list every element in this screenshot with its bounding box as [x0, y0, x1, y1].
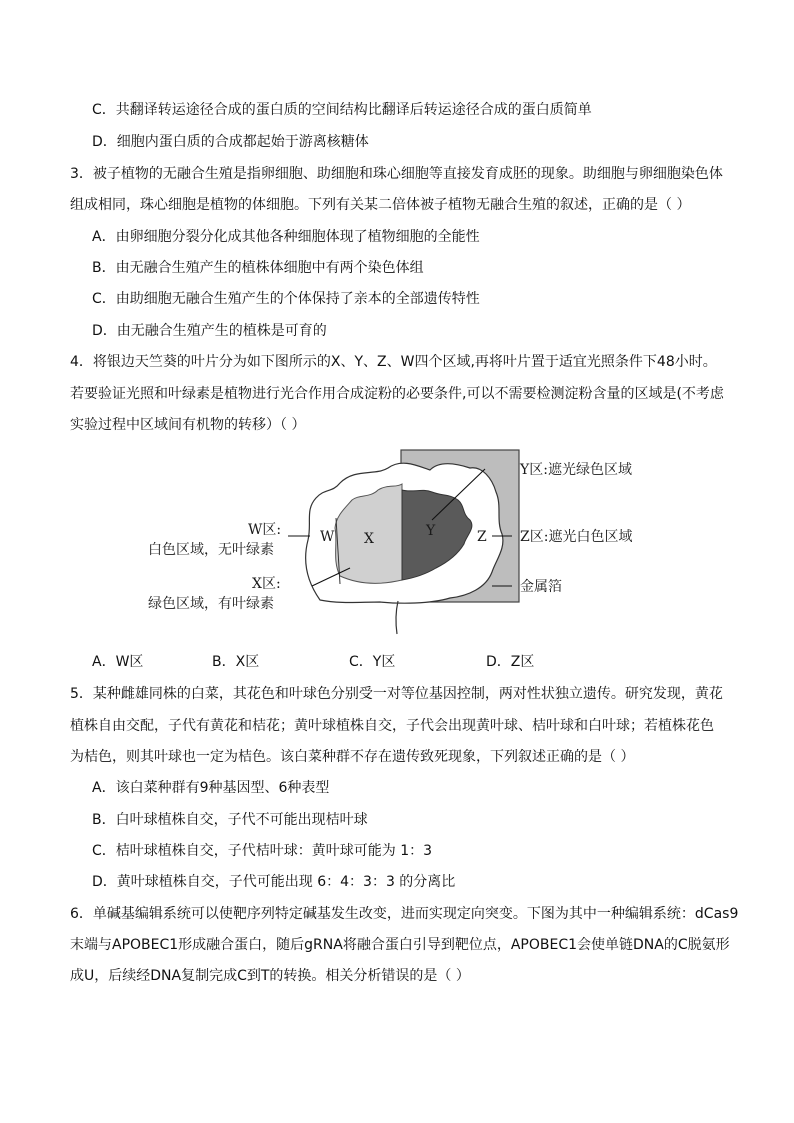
q5-option-d: D．黄叶球植株自交，子代可能出现 6：4：3：3 的分离比: [92, 874, 456, 890]
q4-stem-line2: 若要验证光照和叶绿素是植物进行光合作用合成淀粉的必要条件,可以不需要检测淀粉含量的区域是(不考虑: [70, 386, 724, 402]
label-w-title: W区:: [248, 522, 282, 538]
letter-x: X: [364, 531, 374, 547]
q4-option-d: D．Z区: [486, 654, 535, 670]
q5-stem-line3: 为桔色，则其叶球也一定为桔色。该白菜种群不存在遗传致死现象，下列叙述正确的是（ ）: [70, 749, 635, 765]
q3-option-a: A．由卵细胞分裂分化成其他各种细胞体现了植物细胞的全能性: [92, 229, 480, 245]
q2-option-c: C．共翻译转运途径合成的蛋白质的空间结构比翻译后转运途径合成的蛋白质简单: [92, 102, 592, 118]
q3-stem-line2: 组成相同，珠心细胞是植物的体细胞。下列有关某二倍体被子植物无融合生殖的叙述，正确的是（ ）: [70, 197, 691, 213]
q5-option-c: C．桔叶球植株自交，子代桔叶球：黄叶球可能为 1：3: [92, 843, 433, 859]
q3-option-c: C．由助细胞无融合生殖产生的个体保持了亲本的全部遗传特性: [92, 291, 480, 307]
q6-stem-line1: 6．单碱基编辑系统可以使靶序列特定碱基发生改变，进而实现定向突变。下图为其中一种编辑系统：dCas9: [70, 906, 739, 922]
q5-stem-line2: 植株自由交配，子代有黄花和桔花；黄叶球植株自交，子代会出现黄叶球、桔叶球和白叶球；若植株花色: [70, 718, 714, 734]
q2-option-d: D．细胞内蛋白质的合成都起始于游离核糖体: [92, 134, 369, 150]
q5-option-a: A．该白菜种群有9种基因型、6种表型: [92, 780, 330, 796]
label-z: Z区:遮光白色区域: [520, 529, 633, 545]
q5-stem-line1: 5．某种雌雄同株的白菜，其花色和叶球色分别受一对等位基因控制，两对性状独立遗传。研究发现，黄花: [70, 686, 723, 702]
q5-option-b: B．白叶球植株自交，子代不可能出现桔叶球: [92, 812, 368, 828]
q4-stem-line1: 4．将银边天竺葵的叶片分为如下图所示的X、Y、Z、W四个区域,再将叶片置于适宜光照条件下48小时。: [70, 354, 717, 370]
q6-stem-line2: 末端与APOBEC1形成融合蛋白，随后gRNA将融合蛋白引导到靶位点，APOBEC1会使单链DNA的C脱氨形: [70, 937, 730, 953]
q6-stem-line3: 成U，后续经DNA复制完成C到T的转换。相关分析错误的是（ ）: [70, 968, 470, 984]
label-x-title: X区:: [252, 576, 281, 592]
q4-stem-line3: 实验过程中区域间有机物的转移）（ ）: [70, 417, 306, 433]
leaf-stem: [396, 601, 398, 634]
label-foil: 金属箔: [520, 579, 562, 595]
label-x-desc: 绿色区域，有叶绿素: [148, 596, 274, 612]
leaf-diagram: [140, 448, 660, 638]
q4-option-b: B．X区: [212, 654, 260, 670]
letter-z: Z: [477, 529, 487, 545]
label-y: Y区:遮光绿色区域: [520, 462, 632, 478]
letter-y: Y: [426, 523, 436, 539]
q3-option-b: B．由无融合生殖产生的植株体细胞中有两个染色体组: [92, 260, 424, 276]
label-w-desc: 白色区域，无叶绿素: [148, 542, 274, 558]
q4-option-c: C．Y区: [349, 654, 396, 670]
q3-stem-line1: 3．被子植物的无融合生殖是指卵细胞、助细胞和珠心细胞等直接发育成胚的现象。助细胞与卵细胞染色体: [70, 166, 723, 182]
letter-w: W: [320, 529, 335, 545]
q3-option-d: D．由无融合生殖产生的植株是可育的: [92, 323, 327, 339]
q4-option-a: A．W区: [92, 654, 144, 670]
